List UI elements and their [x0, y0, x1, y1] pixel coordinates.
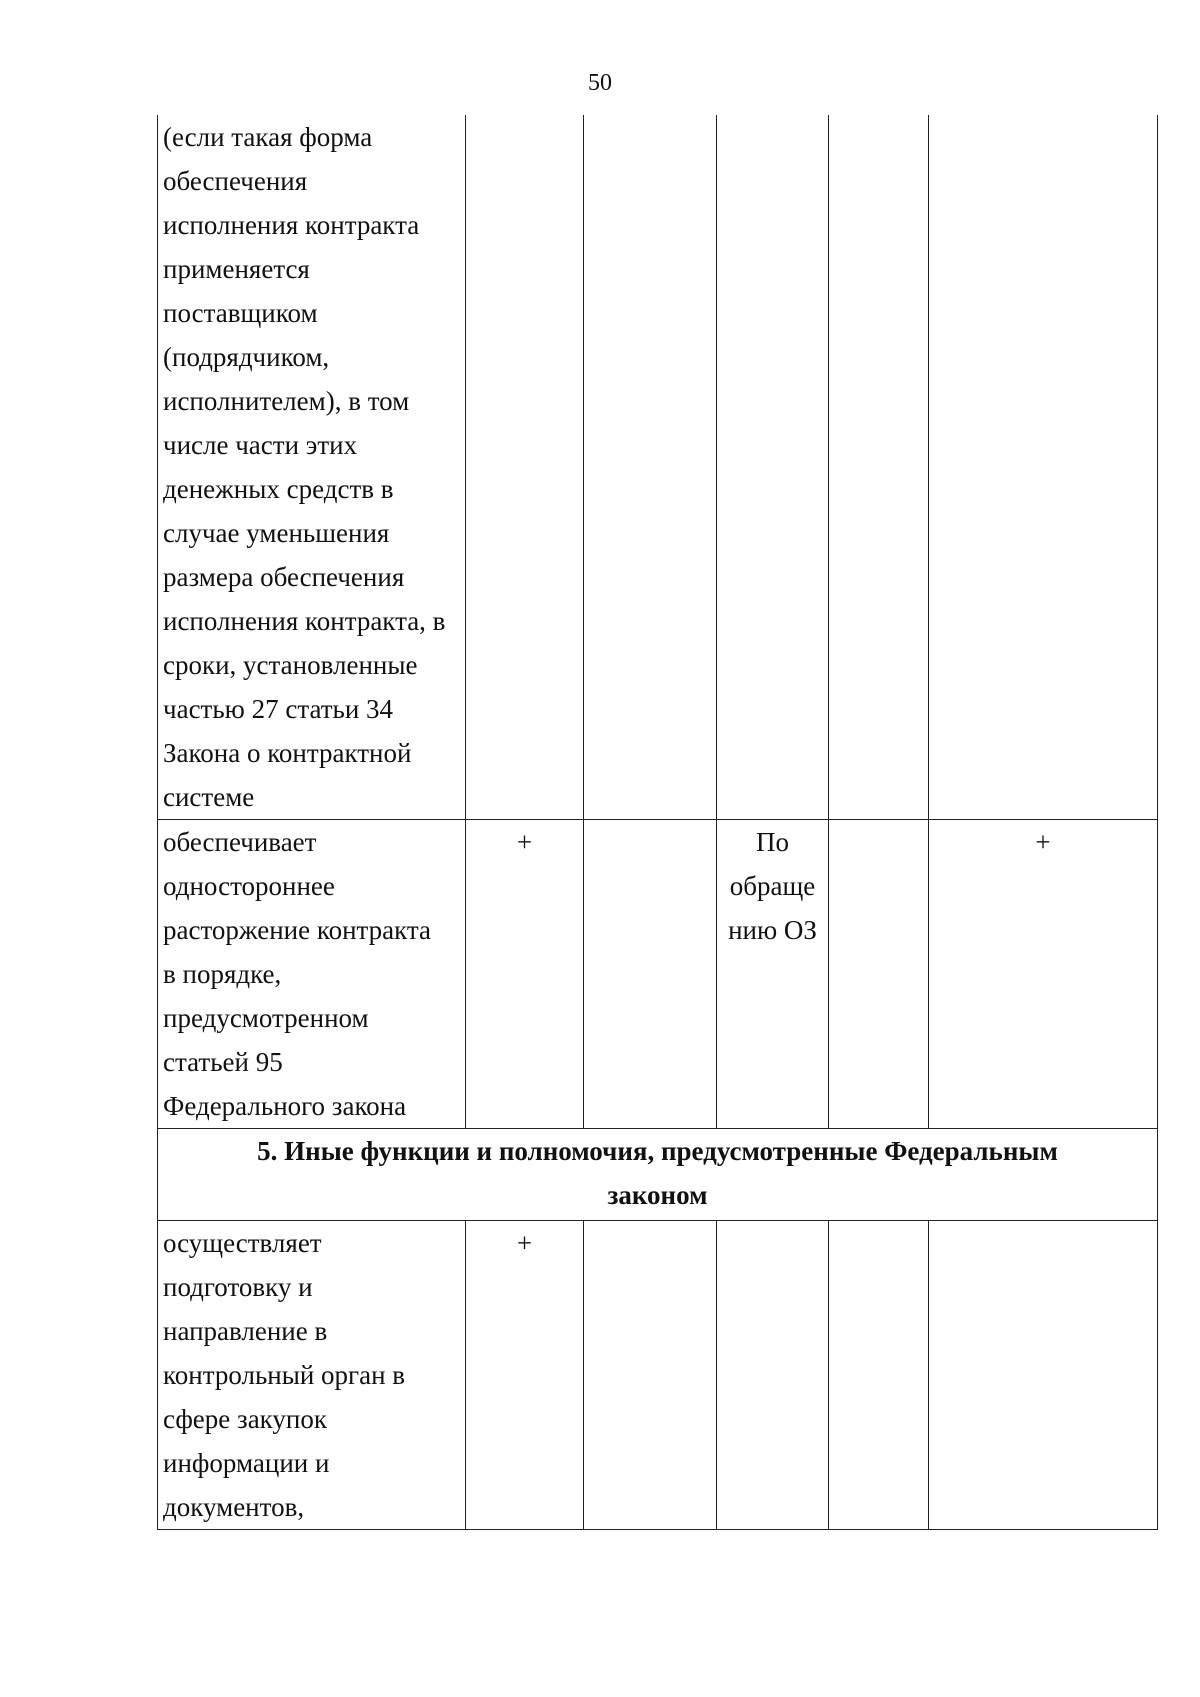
table-cell: [717, 1221, 829, 1530]
row-description: (если такая форма обеспечения исполнения контракта применяется поставщиком (подрядчиком, исполнителем), в том числе части этих денежных средств в случае уменьшения размера обеспечения исполнения контракта, в сроки, установленные частью 27 статьи 34 Закона о контрактной системе: [158, 115, 466, 820]
table-cell: [929, 1221, 1158, 1530]
table-cell: [929, 115, 1158, 820]
table-cell: [584, 115, 717, 820]
table-cell: [829, 1221, 929, 1530]
functions-table: [157, 115, 1158, 1530]
table-row: [158, 115, 1158, 820]
table-row: [158, 1221, 1158, 1530]
table-cell: [466, 115, 584, 820]
table-cell: [717, 115, 829, 820]
plus-mark: +: [466, 1221, 584, 1530]
table-cell: [584, 1221, 717, 1530]
section-heading: 5. Иные функции и полномочия, предусмотренные Федеральным законом: [158, 1129, 1158, 1221]
plus-mark: +: [929, 820, 1158, 1129]
row-description: осуществляет подготовку и направление в контрольный орган в сфере закупок информации и документов,: [158, 1221, 466, 1530]
table-cell: [584, 820, 717, 1129]
table-cell: [829, 820, 929, 1129]
table-cell: [829, 115, 929, 820]
section-row: [158, 1129, 1158, 1221]
note-cell: По обраще нию ОЗ: [717, 820, 829, 1129]
plus-mark: +: [466, 820, 584, 1129]
row-description: обеспечивает одностороннее расторжение контракта в порядке, предусмотренном статьей 95 Федерального закона: [158, 820, 466, 1129]
table-row: [158, 820, 1158, 1129]
page-number: 50: [588, 70, 612, 96]
